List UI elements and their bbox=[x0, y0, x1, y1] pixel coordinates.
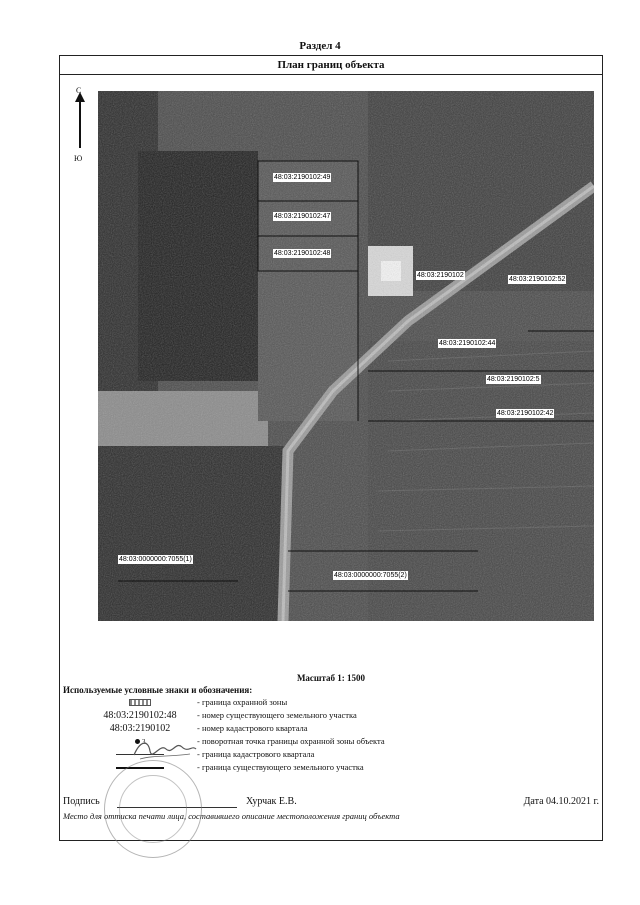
legend-symbol: 48:03:2190102 bbox=[109, 723, 171, 734]
legend-symbol bbox=[80, 697, 200, 708]
parcel-label: 48:03:2190102:48 bbox=[274, 250, 331, 257]
parcel-label: 48:03:2190102:49 bbox=[274, 174, 331, 181]
parcel-label: 48:03:2190102:47 bbox=[274, 213, 331, 220]
signature-label: Подпись bbox=[63, 796, 100, 807]
arrow-shaft bbox=[79, 98, 81, 148]
parcel-label: 48:03:2190102:52 bbox=[509, 276, 566, 283]
legend-row bbox=[60, 723, 602, 735]
parcel-label: 48:03:2190102:5 bbox=[487, 376, 540, 383]
legend-desc: - граница кадастрового квартала bbox=[197, 749, 315, 759]
south-label: Ю bbox=[74, 154, 83, 163]
hatched-rect-icon bbox=[129, 699, 151, 706]
parcel-label: 48:03:2190102:44 bbox=[439, 340, 496, 347]
signature-date: Дата 04.10.2021 г. bbox=[523, 796, 599, 807]
legend-symbol: 48:03:2190102:48 bbox=[103, 710, 177, 721]
signer-name: Хурчак Е.В. bbox=[246, 796, 297, 807]
parcel-label: 48:03:0000000:7055(2) bbox=[334, 572, 407, 579]
legend-desc: - поворотная точка границы охранной зоны объекта bbox=[197, 736, 385, 746]
north-arrow bbox=[72, 86, 88, 196]
aerial-map bbox=[98, 91, 594, 621]
legend-desc: - номер кадастрового квартала bbox=[197, 723, 308, 733]
quarter-label: 48:03:2190102 bbox=[417, 272, 464, 279]
north-label: С bbox=[76, 86, 82, 95]
parcel-label: 48:03:2190102:42 bbox=[497, 410, 554, 417]
plan-title: План границ объекта bbox=[60, 56, 602, 75]
legend-row bbox=[60, 697, 602, 709]
parcel-label: 48:03:0000000:7055(1) bbox=[119, 556, 192, 563]
scale-text: Масштаб 1: 1500 bbox=[296, 673, 366, 683]
legend-desc: - граница существующего земельного участка bbox=[197, 762, 364, 772]
aerial-imagery bbox=[98, 91, 594, 621]
stamp-note: Место для оттиска печати лица, составившего описание местоположения границ объекта bbox=[63, 811, 400, 821]
legend-row bbox=[60, 710, 602, 722]
plan-frame bbox=[59, 55, 603, 841]
legend-desc: - граница охранной зоны bbox=[197, 697, 288, 707]
point-number: 3 bbox=[142, 738, 146, 746]
legend-title: Используемые условные знаки и обозначения: bbox=[63, 685, 253, 695]
stamp-seal bbox=[104, 760, 202, 858]
legend-desc: - номер существующего земельного участка bbox=[197, 710, 357, 720]
section-title: Раздел 4 bbox=[299, 40, 341, 52]
